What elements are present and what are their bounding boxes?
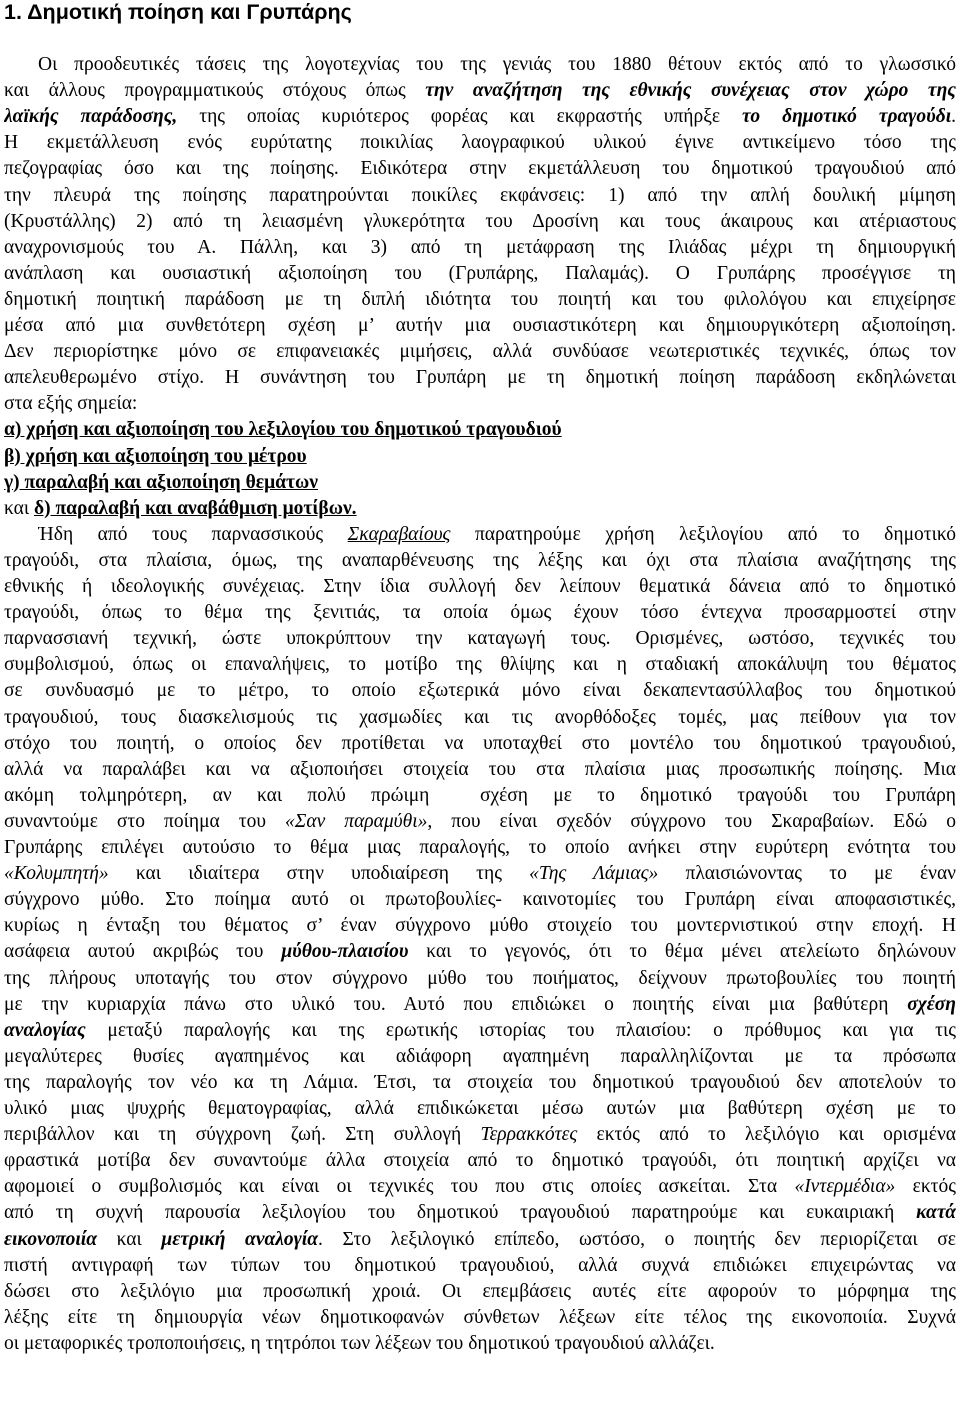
text-run: κατά <box>916 1202 956 1224</box>
text-line <box>4 757 956 783</box>
text-run: δ) παραλαβή και αναβάθμιση μοτίβων. <box>34 497 357 519</box>
text-run: πλαισιώνοντας το με έναν <box>658 863 956 885</box>
text-line <box>4 1096 956 1122</box>
text-run: . Στο λεξιλογικό επίπεδο, ωστόσο, ο ποιητής δεν περιορίζεται σε <box>318 1228 956 1250</box>
text-line <box>4 313 956 339</box>
text-run: τραγούδι, στα πλαίσια, όμως, της αναπαρθένευσης της λέξης και όχι στα πλαίσια αναζήτησης της <box>4 549 956 571</box>
text-line <box>4 1070 956 1096</box>
text-line <box>4 992 956 1018</box>
text-line <box>4 705 956 731</box>
text-run: Οι προοδευτικές τάσεις της λογοτεχνίας του της γενιάς του 1880 θέτουν εκτός από το γλωσσικό <box>38 54 956 75</box>
text-run: εκτός <box>895 1176 956 1198</box>
text-run: αλλά να παραλάβει και να αξιοποιήσει στοιχεία του στα πλαίσια μιας προσωπικής ποίησης. Μια <box>4 758 956 780</box>
text-run: και <box>4 497 34 519</box>
text-run: Γρυπάρης επιλέγει αυτούσιο το θέμα μιας παραλογής, το οποίο ανήκει στην ευρύτερη ενότητα του <box>4 837 956 858</box>
text-run: της πλήρους υποταγής του στον σύγχρονο μύθο του ποιήματος, δείχνουν πρωτοβουλίες του ποιητή <box>4 967 956 989</box>
section-heading: 1. Δημοτική ποίηση και Γρυπάρης <box>4 0 352 24</box>
text-run: δημοτική ποιητική παράδοση με τη διπλή ιδιότητα του ποιητή και του φιλολόγου και επιχείρησε <box>4 288 956 310</box>
text-run: δώσει στο λεξιλόγιο μια προσωπική χροιά. Οι επεμβάσεις αυτές είτε αφορούν το μόρφημα της <box>4 1280 956 1302</box>
text-run: μεγαλύτερες θυσίες αγαπημένος και αδιάφορη αγαπημένη παραλληλίζονται με τα πρόσωπα <box>4 1045 956 1067</box>
text-run: «Σαν παραμύθι» <box>285 810 428 832</box>
text-run: ακόμη τολμηρότερη, αν και πολύ πρώιμη σχέση με το δημοτικό τραγούδι του Γρυπάρη <box>4 784 956 806</box>
text-line <box>4 887 956 913</box>
text-run: γ) παραλαβή και αξιοποίηση θεμάτων <box>4 471 319 493</box>
text-run: και <box>97 1228 162 1250</box>
text-line <box>4 809 956 835</box>
text-run: τραγουδιού, τους διασκελισμούς τις χασμωδίες και τις ανορθόδοξες τομές, μας πείθουν για τον <box>4 706 956 728</box>
text-line <box>4 339 956 365</box>
text-run: τραγούδι, όπως το θέμα της ξενιτιάς, τα οποία όμως έχουν τόσο έντεχνα προσαρμοστεί στην <box>4 602 956 624</box>
text-run: ανάπλαση και ουσιαστική αξιοποίηση του (Γρυπάρης, Παλαμάς). Ο Γρυπάρης προσέγγισε τη <box>4 262 956 284</box>
text-run: το δημοτικό τραγούδι <box>742 106 952 128</box>
text-run: από τη συχνή παρουσία λεξιλογίου του δημοτικού τραγουδιού παρατηρούμε και ευκαιριακή <box>4 1202 917 1224</box>
text-run: πεζογραφίας όσο και της ποίησης. Ειδικότερα στην εκμετάλλευση του δημοτικού τραγουδιού από <box>4 158 956 180</box>
text-run: και άλλους προγραμματικούς στόχους όπως <box>4 80 426 102</box>
text-run: στα εξής σημεία: <box>4 393 138 415</box>
text-run: συμβολισμού, όπως οι επαναλήψεις, το μοτίβο της θλίψης και η σταδιακή αποκάλυψη του θέματος <box>4 654 956 676</box>
text-run: απελευθερωμένο στίχο. Η συνάντηση του Γρυπάρη με τη δημοτική ποίηση παράδοση εκδηλώνεται <box>4 367 956 389</box>
text-run: εκτός από το λεξιλόγιο και ορισμένα <box>577 1124 956 1146</box>
text-line <box>4 861 956 887</box>
text-run: σχέση <box>907 993 956 1015</box>
text-run: συναντούμε στο ποίημα του <box>4 810 286 832</box>
text-run: της οποίας κυριότερος φορέας και εκφραστής υπήρξε <box>177 106 743 128</box>
text-run: εθνικής ή ιδεολογικής συνέχειας. Στην ίδια συλλογή δεν λείπουν θεματικά δάνεια από το δημοτικό <box>4 576 956 597</box>
text-line <box>4 1279 956 1305</box>
text-run: α) χρήση και αξιοποίηση του λεξιλογίου του δημοτικού τραγουδιού <box>4 419 562 441</box>
text-line <box>4 1174 956 1200</box>
text-run: της παραλογής τον νέο κα τη Λάμια. Έτσι, τα στοιχεία του δημοτικού τραγουδιού δεν αποτελούν το <box>4 1071 956 1093</box>
text-run: φραστικά μοτίβα δεν συναντούμε άλλα στοιχεία από το δημοτικό τραγούδι, ότι ποιητική αρχίζει να <box>4 1150 956 1172</box>
text-run: σε συνδυασμό με το μέτρο, το οποίο εξωτερικά μόνο είναι δεκαπεντασύλλαβος του δημοτικού <box>4 680 956 702</box>
text-run: υλικό μιας ψυχρής θεματογραφίας, αλλά επιδικώκεται μέσω αυτών μια βαθύτερη σχέση με το <box>4 1098 956 1119</box>
text-run: «Κολυμπητή» <box>4 863 109 885</box>
text-run: Ήδη από τους παρνασσικούς <box>38 523 348 545</box>
text-line <box>4 835 956 861</box>
text-line <box>4 1227 956 1253</box>
text-run: μεταξύ παραλογής και της ερωτικής ιστορίας του πλαισίου: ο πρόθυμος και για τις <box>85 1019 956 1041</box>
text-run: με την κυριαρχία πάνω στο υλικό του. Αυτό που επιδιώκει ο ποιητής είναι μια βαθύτερη <box>4 993 908 1015</box>
text-run: Δεν περιορίστηκε μόνο σε επιφανειακές μιμήσεις, αλλά συνδύασε νεωτεριστικές τεχνικές, όπως τον <box>4 341 956 363</box>
text-line <box>4 261 956 287</box>
text-line <box>4 287 956 313</box>
text-line <box>4 626 956 652</box>
text-run: την αναζήτηση της εθνικής συνέχειας στον χώρο της <box>425 80 956 102</box>
text-line <box>4 939 956 965</box>
text-line <box>4 600 956 626</box>
text-line <box>38 52 956 78</box>
text-line <box>4 78 956 104</box>
text-line <box>4 652 956 678</box>
text-run: Η εκμετάλλευση ενός ευρύτατης ποικιλίας λαογραφικού υλικού έγινε αντικείμενο τόσο της <box>4 132 956 154</box>
text-line <box>4 548 956 574</box>
text-line <box>4 130 956 156</box>
text-line <box>4 1018 956 1044</box>
text-run: περιβάλλον και τη σύγχρονη ζωή. Στη συλλογή <box>4 1124 481 1146</box>
text-run: αναλογίας <box>4 1019 86 1041</box>
text-line <box>4 104 956 130</box>
text-run: κυρίως η ένταξη του θέματος σ’ έναν σύγχρονο μύθο στοιχείο του μοντερνιστικού στην εποχή. Η <box>4 915 956 937</box>
text-run: «Της Λάμιας» <box>529 863 659 885</box>
text-line <box>4 183 956 209</box>
text-line <box>4 417 956 443</box>
text-line <box>4 1122 956 1148</box>
text-line <box>4 365 956 391</box>
text-line <box>4 156 956 182</box>
text-line <box>4 913 956 939</box>
text-run: την πλευρά της ποίησης παρατηρούνται ποικίλες εκφάνσεις: 1) από την απλή δουλική μίμηση <box>4 184 956 206</box>
text-line <box>4 235 956 261</box>
text-line <box>4 1200 956 1226</box>
text-run: μύθου-πλαισίου <box>281 941 409 963</box>
text-run: παρνασσιανή τεχνική, ώστε υποκρύπτουν την καταγωγή τους. Ορισμένες, ωστόσο, τεχνικές του <box>4 628 956 650</box>
text-line <box>4 1305 956 1331</box>
text-run: πιστή αντιγραφή των τύπων του δημοτικού τραγουδιού, αλλά συχνά επιδιώκει επιχειρώντας να <box>4 1254 956 1276</box>
text-run: αφομοιεί ο συμβολισμός και είναι οι τεχνικές του που στις οποίες ασκείται. Στα <box>4 1176 795 1198</box>
text-run: οι μεταφορικές τροποποιήσεις, η τητρόποι των λέξεων του δημοτικού τραγουδιού αλλάζει. <box>4 1332 715 1354</box>
text-line <box>4 209 956 235</box>
text-run: λαϊκής παράδοσης, <box>4 106 178 128</box>
text-run: λέξης είτε τη δημιουργία νέων δημοτικοφανών σύνθετων λέξεων είτε τέλος της εικονοποιία. Συχνά <box>4 1306 956 1328</box>
text-line <box>4 1253 956 1279</box>
text-run: παρατηρούμε χρήση λεξιλογίου από το δημοτικό <box>450 523 956 545</box>
text-line <box>4 1044 956 1070</box>
text-line <box>4 444 956 470</box>
text-run: σύγχρονο μύθο. Στο ποίημα αυτό οι πρωτοβουλίες- καινοτομίες του Γρυπάρη είναι αποφασιστικές, <box>4 889 956 911</box>
text-run: μετρική αναλογία <box>161 1228 318 1250</box>
text-run: εικονοποιία <box>4 1228 97 1250</box>
text-line <box>4 783 956 809</box>
text-line <box>4 1148 956 1174</box>
text-line <box>4 966 956 992</box>
text-run: . <box>951 106 956 128</box>
text-run: Σκαραβαίους <box>347 523 451 545</box>
text-line <box>38 522 956 548</box>
text-run: β) χρήση και αξιοποίηση του μέτρου <box>4 445 307 467</box>
text-line <box>4 574 956 600</box>
text-run: στόχο του ποιητή, ο οποίος δεν προτίθεται να υποταχθεί στο μοντέλο του δημοτικού τραγουδιού, <box>4 732 956 754</box>
text-run: αναχρονισμούς του Α. Πάλλη, και 3) από τη μετάφραση της Ιλιάδας μέχρι τη δημιουργική <box>4 236 956 258</box>
text-line <box>4 470 956 496</box>
text-run: (Κρυστάλλης) 2) από τη λειασμένη γλυκερότητα του Δροσίνη και τους άκαιρους και ατέριαστους <box>4 210 956 232</box>
text-line <box>4 391 956 417</box>
text-run: μέσα από μια συνθετότερη σχέση μ’ αυτήν μια ουσιαστικότερη και δημιουργικότερη αξιοποίηση. <box>4 315 956 336</box>
text-run: και ιδιαίτερα στην υποδιαίρεση της <box>108 863 530 885</box>
text-line <box>4 731 956 757</box>
text-line <box>4 496 956 522</box>
text-run: και το γεγονός, ότι το θέμα μένει ατελείωτο δηλώνουν <box>408 941 956 963</box>
text-run: ασάφεια αυτού ακριβώς του <box>4 941 282 963</box>
text-line <box>4 1331 956 1357</box>
text-run: «Ιντερμέδια» <box>794 1176 896 1198</box>
text-line <box>4 678 956 704</box>
text-run: Τερρακκότες <box>480 1124 578 1146</box>
text-run: , που είναι σχεδόν σύγχρονο του Σκαραβαίων. Εδώ ο <box>427 810 956 832</box>
